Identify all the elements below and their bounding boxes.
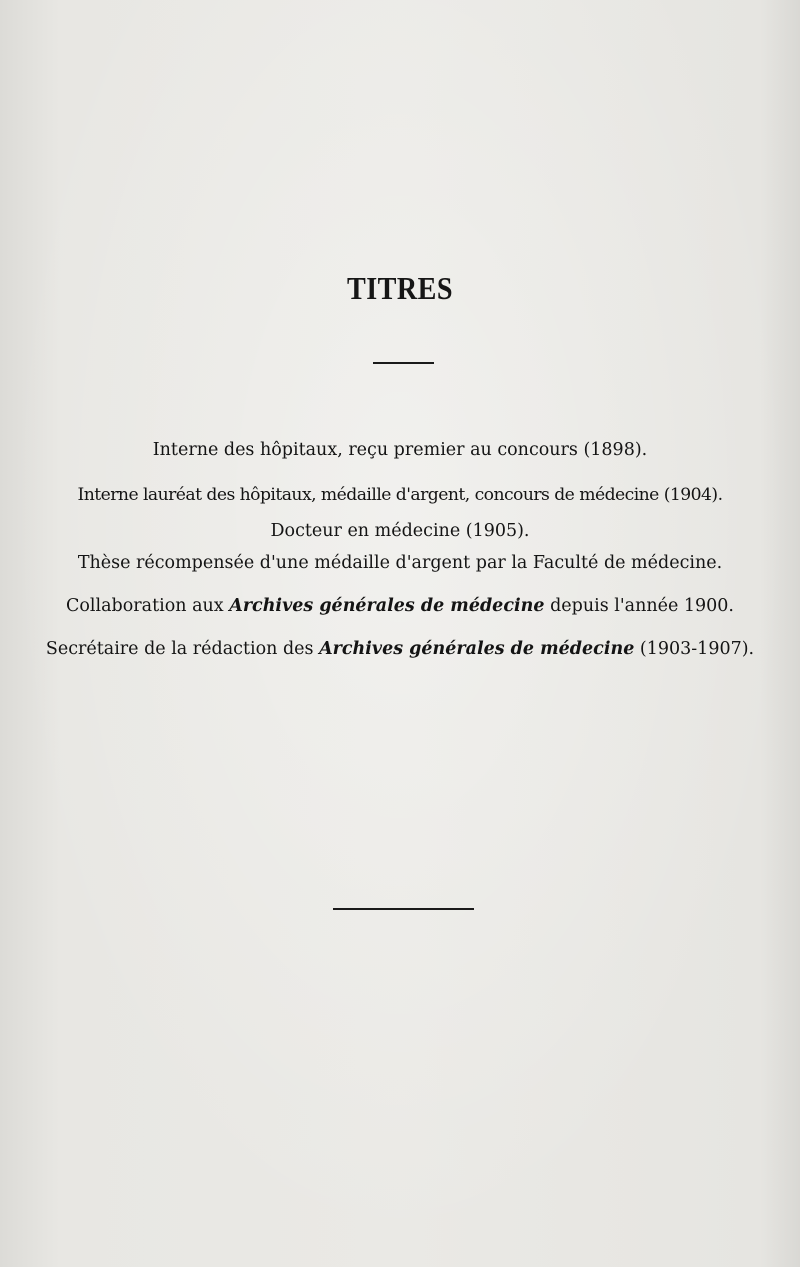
collaboration-journal-name: Archives générales de médecine [229,596,545,616]
title-entry-laureat: Interne lauréat des hôpitaux, médaille d'argent, concours de médecine (1904). [77,485,723,505]
secretaire-text-after: (1903-1907). [639,639,755,659]
secretaire-text-before: Secrétaire de la rédaction des [45,639,314,659]
title-entry-secretaire [0,639,800,659]
secretaire-journal-name: Archives générales de médecine [319,639,635,659]
title-entry-internat: Interne des hôpitaux, reçu premier au concours (1898). [152,440,648,460]
page-title: TITRES [347,270,453,306]
collaboration-text-after: depuis l'année 1900. [550,596,734,616]
collaboration-text-before: Collaboration aux [66,596,224,616]
closing-divider [333,908,474,910]
title-entry-these: Thèse récompensée d'une médaille d'argent par la Faculté de médecine. [77,553,723,573]
title-entry-doctorat: Docteur en médecine (1905). [270,521,530,541]
title-divider [373,362,434,364]
title-entry-collaboration [0,596,800,616]
